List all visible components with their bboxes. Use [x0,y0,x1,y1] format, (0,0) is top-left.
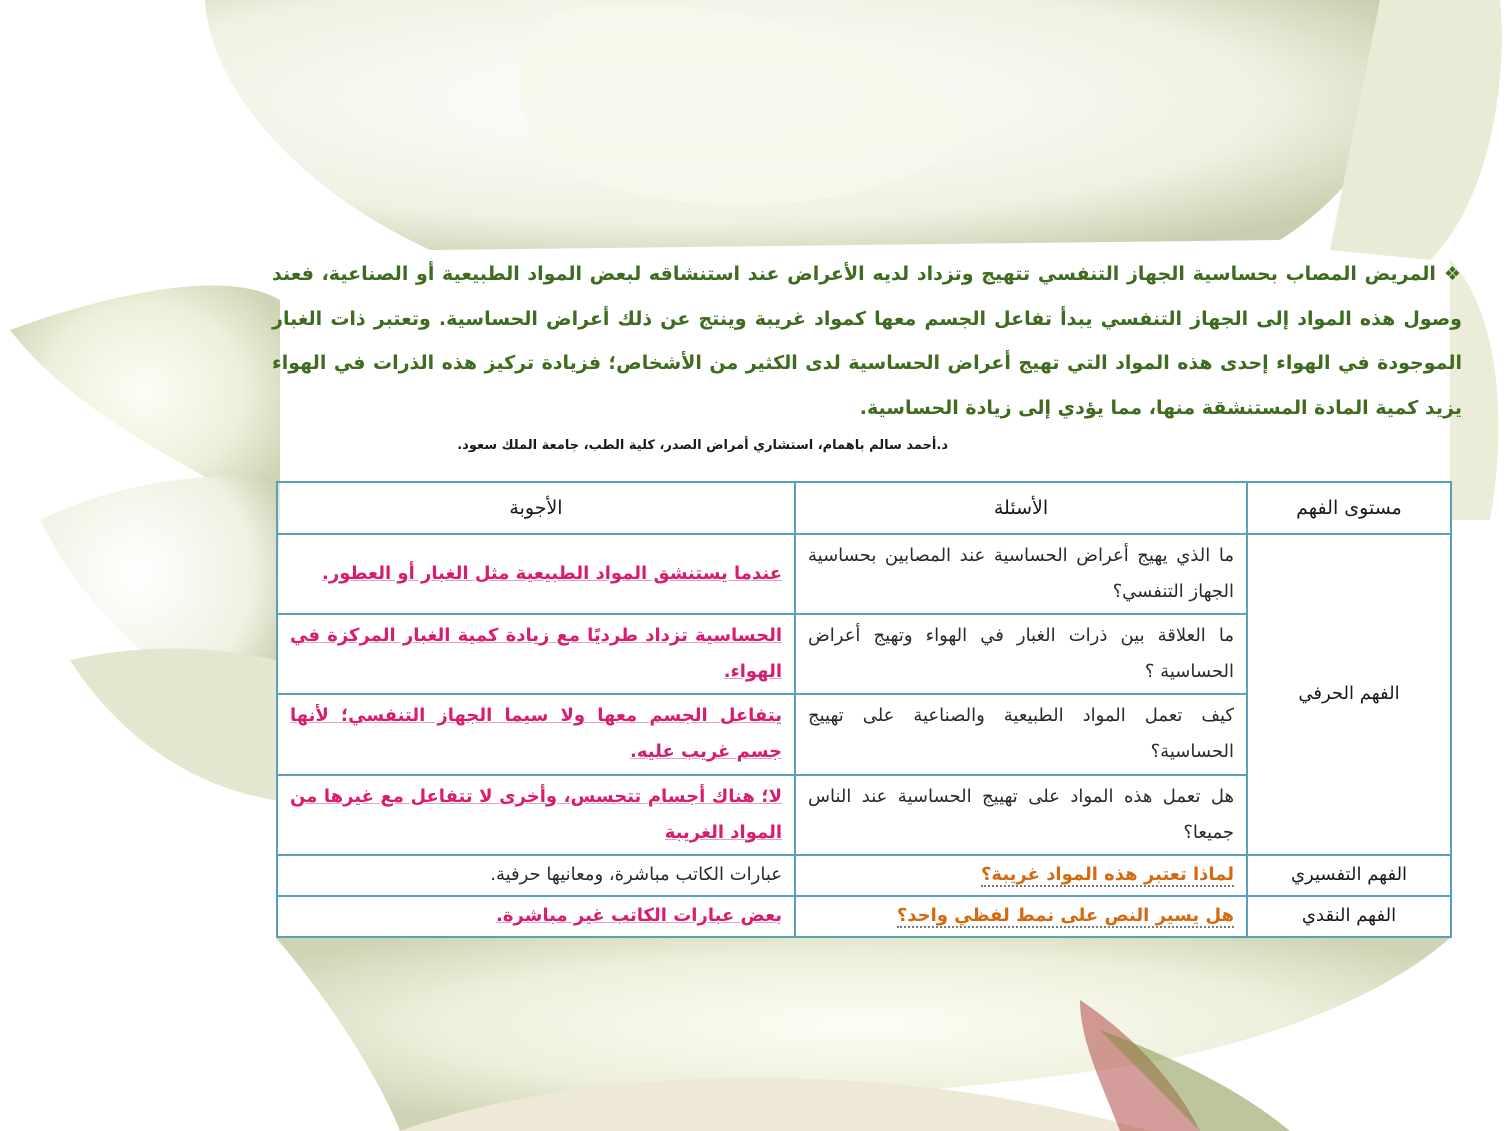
question-cell: هل تعمل هذه المواد على تهييج الحساسية عند الناس جميعا؟ [795,775,1247,855]
level-literal: الفهم الحرفي [1247,534,1451,855]
reading-passage [272,252,1462,430]
answer-cell: عندما يستنشق المواد الطبيعية مثل الغبار أو العطور. [277,534,795,614]
passage-text: المريض المصاب بحساسية الجهاز التنفسي تتهيج وتزداد لديه الأعراض عند استنشاقه لبعض المواد الطبيعية أو الصناعية، فعند وصول هذه المواد إلى الجهاز التنفسي يبدأ تفاعل الجسم معها كمواد غريبة وينتج عن ذلك أعراض الحساسية. وتعتبر ذات الغبار الموجودة في الهواء إحدى هذه المواد التي تهيج أعراض الحساسية لدى الكثير من الأشخاص؛ فزيادة تركيز هذه الذرات في الهواء يزيد كمية المادة المستنشقة منها، مما يؤدي إلى زيادة الحساسية. [272,263,1462,419]
header-level: مستوى الفهم [1247,482,1451,534]
bullet-icon: ❖ [1443,263,1462,285]
question-text: هل يسير النص على نمط لفظي واحد؟ [896,905,1234,927]
answer-cell: بعض عبارات الكاتب غير مباشرة. [277,896,795,937]
answer-cell: الحساسية تزداد طرديًا مع زيادة كمية الغبار المركزة في الهواء. [277,614,795,694]
table-row [277,855,1451,896]
answer-cell: يتفاعل الجسم معها ولا سيما الجهاز التنفسي؛ لأنها جسم غريب عليه. [277,694,795,774]
question-cell [795,896,1247,937]
header-answers: الأجوبة [277,482,795,534]
comprehension-table [276,481,1452,938]
level-interpretive: الفهم التفسيري [1247,855,1451,896]
answer-cell: لا؛ هناك أجسام تتحسس، وأخرى لا تتفاعل مع غيرها من المواد الغريبة [277,775,795,855]
citation: د.أحمد سالم باهمام، استشاري أمراض الصدر، كلية الطب، جامعة الملك سعود. [457,438,948,453]
question-cell [795,855,1247,896]
header-questions: الأسئلة [795,482,1247,534]
question-text: لماذا تعتبر هذه المواد غريبة؟ [980,864,1234,886]
table-row [277,534,1451,614]
answer-cell: عبارات الكاتب مباشرة، ومعانيها حرفية. [277,855,795,896]
level-critical: الفهم النقدي [1247,896,1451,937]
question-cell: كيف تعمل المواد الطبيعية والصناعية على تهييج الحساسية؟ [795,694,1247,774]
table-header-row [277,482,1451,534]
question-cell: ما العلاقة بين ذرات الغبار في الهواء وتهيج أعراض الحساسية ؟ [795,614,1247,694]
table-row [277,896,1451,937]
question-cell: ما الذي يهيج أعراض الحساسية عند المصابين بحساسية الجهاز التنفسي؟ [795,534,1247,614]
